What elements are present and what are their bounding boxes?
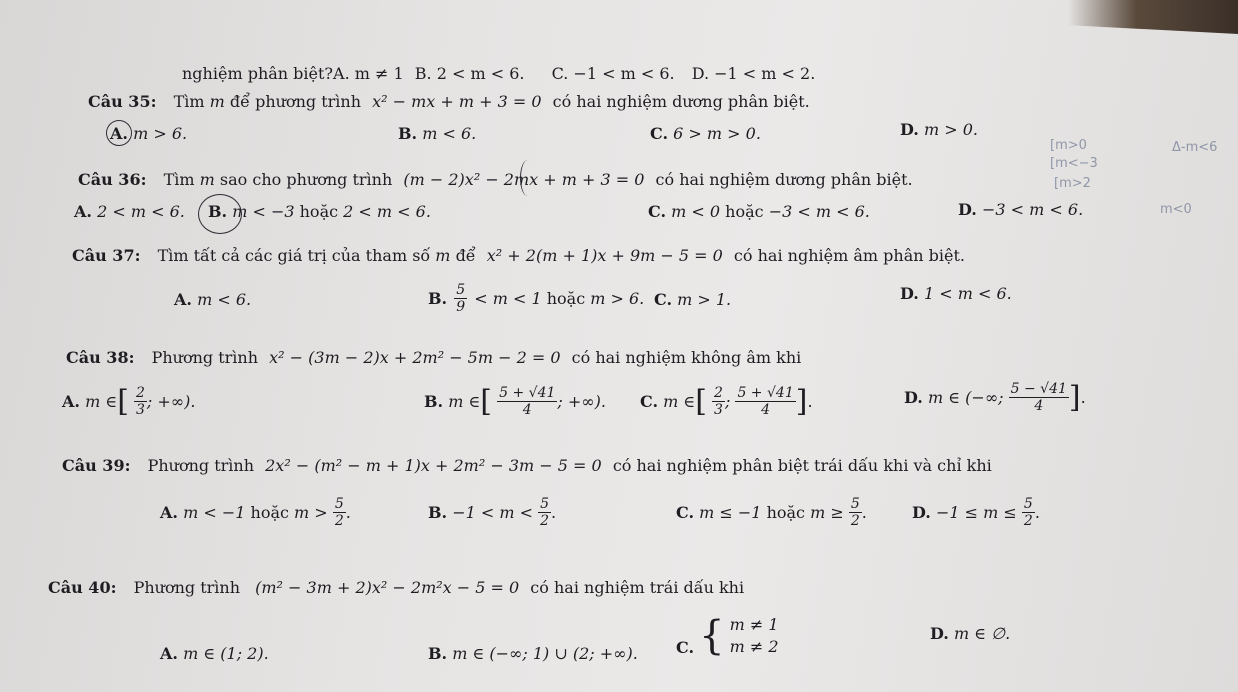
period: . xyxy=(1080,388,1086,407)
option-letter: B. xyxy=(428,289,448,308)
numerator: 5 xyxy=(334,496,344,512)
stem-text: có hai nghiệm dương phân biệt. xyxy=(552,92,810,111)
brace: { xyxy=(699,613,725,659)
fraction xyxy=(735,385,795,418)
option-letter: C. xyxy=(650,124,669,143)
option-or: hoặc xyxy=(766,503,805,522)
q39-option-c[interactable] xyxy=(676,496,867,529)
q37-option-d[interactable] xyxy=(900,284,1012,303)
period: . xyxy=(807,392,813,411)
option-value: m ≤ −1 xyxy=(699,503,762,522)
numerator: 5 xyxy=(850,496,860,512)
question-39-label: Câu 39: xyxy=(62,456,131,475)
option-value: m > 6. xyxy=(133,124,188,143)
equation: x² − (3m − 2)x + 2m² − 5m − 2 = 0 xyxy=(269,348,561,367)
option-letter: A. xyxy=(62,392,80,411)
option-or: hoặc xyxy=(299,202,339,221)
question-36-stem xyxy=(78,170,913,189)
option-value: m ∈ ∅. xyxy=(953,624,1011,643)
stem-text: Phương trình xyxy=(133,578,241,597)
numerator: 5 xyxy=(540,496,550,512)
option-value: (−∞; xyxy=(965,388,1004,407)
period: . xyxy=(1034,503,1040,522)
q37-option-a[interactable] xyxy=(174,290,251,309)
option-value: m ≥ xyxy=(810,503,844,522)
prev-option-c: C. −1 < m < 6. xyxy=(551,64,675,83)
denominator: 2 xyxy=(540,513,550,529)
option-value: < m < 1 xyxy=(474,289,542,308)
q38-option-c[interactable] xyxy=(640,384,813,419)
option-value: m ∈ xyxy=(927,388,961,407)
option-value: 6 > m > 0. xyxy=(673,124,761,143)
option-letter: D. xyxy=(900,284,919,303)
option-letter: B. xyxy=(398,124,418,143)
fraction xyxy=(333,496,346,529)
equation: x² − mx + m + 3 = 0 xyxy=(372,92,542,111)
equation: x² + 2(m + 1)x + 9m − 5 = 0 xyxy=(486,246,723,265)
bracket: [ xyxy=(695,384,707,419)
fraction xyxy=(712,385,725,418)
equation: (m − 2)x² − 2mx + m + 3 = 0 xyxy=(403,170,645,189)
fraction xyxy=(454,282,467,315)
option-letter: A. xyxy=(110,124,128,143)
option-value: m < 6. xyxy=(197,290,252,309)
option-letter: D. xyxy=(958,200,977,219)
option-value: m > 6. xyxy=(590,289,645,308)
q37-option-c[interactable] xyxy=(654,290,731,309)
bracket: ] xyxy=(1068,380,1081,415)
prev-option-b: B. 2 < m < 6. xyxy=(414,64,525,83)
numerator: 5 + √41 xyxy=(499,385,556,401)
option-value: −1 ≤ m ≤ xyxy=(935,503,1017,522)
q40-option-c[interactable] xyxy=(676,614,779,658)
option-value: m < 0 xyxy=(671,202,721,221)
option-letter: A. xyxy=(160,503,178,522)
stem-text: Phương trình xyxy=(147,456,255,475)
stem-text: Phương trình xyxy=(151,348,259,367)
prev-option-d: D. −1 < m < 2. xyxy=(691,64,816,83)
option-value: −3 < m < 6. xyxy=(768,202,870,221)
option-value: ; +∞). xyxy=(557,392,606,411)
q36-option-a[interactable] xyxy=(74,202,185,221)
option-or: hoặc xyxy=(546,289,586,308)
period: . xyxy=(551,503,557,522)
fraction xyxy=(849,496,862,529)
question-37-label: Câu 37: xyxy=(72,246,141,265)
prev-question-tail xyxy=(182,64,815,83)
system xyxy=(730,614,779,658)
option-value: 2 < m < 6. xyxy=(97,202,185,221)
q35-option-b[interactable] xyxy=(398,124,476,143)
stem-var: m xyxy=(209,92,225,111)
bracket: [ xyxy=(117,384,129,419)
option-letter: D. xyxy=(900,120,919,139)
stem-text: Tìm tất cả các giá trị của tham số xyxy=(157,246,431,265)
separator: ; xyxy=(724,392,731,411)
prev-option-a: A. m ≠ 1 xyxy=(333,64,404,83)
q40-option-a[interactable] xyxy=(160,644,269,663)
question-36-label: Câu 36: xyxy=(78,170,147,189)
period: . xyxy=(861,503,867,522)
option-letter: C. xyxy=(654,290,673,309)
pencil-note: [m>0 xyxy=(1050,138,1087,153)
q38-option-d[interactable] xyxy=(904,380,1086,415)
pencil-note: Δ-m<6 xyxy=(1172,140,1218,155)
question-39-stem xyxy=(62,456,992,475)
option-value: m < −3 xyxy=(232,202,295,221)
q40-option-b[interactable] xyxy=(428,644,638,663)
question-38-stem xyxy=(66,348,801,367)
stem-text: có hai nghiệm trái dấu khi xyxy=(530,578,745,597)
denominator: 4 xyxy=(1034,398,1044,414)
stem-text: Tìm xyxy=(173,92,205,111)
option-value: −3 < m < 6. xyxy=(981,200,1084,219)
option-value: 2 < m < 6. xyxy=(343,202,431,221)
option-value: ; +∞). xyxy=(146,392,196,411)
q38-option-a[interactable] xyxy=(62,384,195,419)
q36-option-d[interactable] xyxy=(958,200,1083,219)
stem-var: m xyxy=(199,170,215,189)
fraction xyxy=(538,496,551,529)
option-letter: B. xyxy=(208,202,228,221)
option-letter: A. xyxy=(74,202,92,221)
stem-text: có hai nghiệm dương phân biệt. xyxy=(655,170,913,189)
numerator: 2 xyxy=(136,385,145,401)
numerator: 2 xyxy=(714,385,723,401)
stem-text: có hai nghiệm không âm khi xyxy=(571,348,802,367)
question-40-stem xyxy=(48,578,744,597)
q39-option-a[interactable] xyxy=(160,496,351,529)
question-38-label: Câu 38: xyxy=(66,348,135,367)
option-letter: D. xyxy=(930,624,949,643)
fraction xyxy=(1009,381,1069,414)
stem-text: sao cho phương trình xyxy=(219,170,393,189)
bracket: [ xyxy=(480,384,493,419)
option-or: hoặc xyxy=(250,503,289,522)
handwritten-circle xyxy=(106,120,132,146)
pencil-note: [m>2 xyxy=(1054,176,1091,191)
option-value: m > xyxy=(294,503,328,522)
option-value: m > 0. xyxy=(923,120,978,139)
option-value: m < −1 xyxy=(183,503,246,522)
option-value: m ∈ xyxy=(663,392,696,411)
denominator: 2 xyxy=(1023,513,1033,529)
bracket: ] xyxy=(795,384,808,419)
equation: 2x² − (m² − m + 1)x + 2m² − 3m − 5 = 0 xyxy=(265,456,602,475)
denominator: 2 xyxy=(334,513,344,529)
q40-option-d[interactable] xyxy=(930,624,1010,643)
stem-text: để phương trình xyxy=(229,92,361,111)
option-value: m < 6. xyxy=(422,124,477,143)
option-letter: C. xyxy=(648,202,667,221)
option-letter: C. xyxy=(640,392,659,411)
pencil-note: m<0 xyxy=(1160,202,1192,217)
option-value: m ∈ xyxy=(448,392,481,411)
question-37-stem xyxy=(72,246,965,265)
stem-text: có hai nghiệm phân biệt trái dấu khi và chỉ khi xyxy=(612,456,992,475)
option-letter: D. xyxy=(912,503,931,522)
option-letter: C. xyxy=(676,637,695,657)
option-letter: C. xyxy=(676,503,695,522)
numerator: 5 xyxy=(456,282,466,298)
option-value: m ∈ (1; 2). xyxy=(183,644,269,663)
option-value: −1 < m < xyxy=(452,503,534,522)
numerator: 5 − √41 xyxy=(1010,381,1067,397)
option-letter: D. xyxy=(904,388,923,407)
denominator: 3 xyxy=(714,402,723,418)
option-letter: B. xyxy=(428,644,448,663)
option-letter: A. xyxy=(174,290,192,309)
prev-text: nghiệm phân biệt? xyxy=(182,64,334,83)
pencil-note: [m<−3 xyxy=(1050,156,1098,171)
option-value: m > 1. xyxy=(677,290,732,309)
q38-option-b[interactable] xyxy=(424,384,606,419)
option-letter: B. xyxy=(428,503,448,522)
denominator: 4 xyxy=(522,402,532,418)
option-or: hoặc xyxy=(725,202,764,221)
stem-text: để xyxy=(455,246,476,265)
numerator: 5 xyxy=(1023,496,1033,512)
denominator: 9 xyxy=(456,299,466,315)
fraction xyxy=(134,385,147,418)
denominator: 4 xyxy=(761,402,771,418)
denominator: 2 xyxy=(850,513,860,529)
period: . xyxy=(345,503,351,522)
equation: (m² − 3m + 2)x² − 2m²x − 5 = 0 xyxy=(255,578,520,597)
fraction xyxy=(1022,496,1035,529)
option-letter: B. xyxy=(424,392,444,411)
numerator: 5 + √41 xyxy=(737,385,794,401)
option-value: m ∈ xyxy=(85,392,118,411)
q39-option-d[interactable] xyxy=(912,496,1040,529)
option-value: m ∈ (−∞; 1) ∪ (2; +∞). xyxy=(452,644,638,663)
stem-text: có hai nghiệm âm phân biệt. xyxy=(733,246,965,265)
q35-option-d[interactable] xyxy=(900,120,978,139)
option-value: 1 < m < 6. xyxy=(923,284,1012,303)
question-35-stem xyxy=(88,92,810,111)
stem-text: Tìm xyxy=(163,170,195,189)
stem-var: m xyxy=(435,246,451,265)
q39-option-b[interactable] xyxy=(428,496,556,529)
option-letter: A. xyxy=(160,644,178,663)
system-line: m ≠ 2 xyxy=(729,637,779,656)
q36-option-c[interactable] xyxy=(648,202,870,221)
denominator: 3 xyxy=(136,402,145,418)
question-35-label: Câu 35: xyxy=(88,92,157,111)
system-line: m ≠ 1 xyxy=(729,615,779,634)
handwritten-circle xyxy=(198,194,242,234)
photo-corner-shadow xyxy=(1068,0,1238,34)
fraction xyxy=(497,385,557,418)
handwritten-bracket xyxy=(520,160,535,196)
q37-option-b[interactable] xyxy=(428,282,644,315)
question-40-label: Câu 40: xyxy=(48,578,117,597)
q35-option-c[interactable] xyxy=(650,124,761,143)
